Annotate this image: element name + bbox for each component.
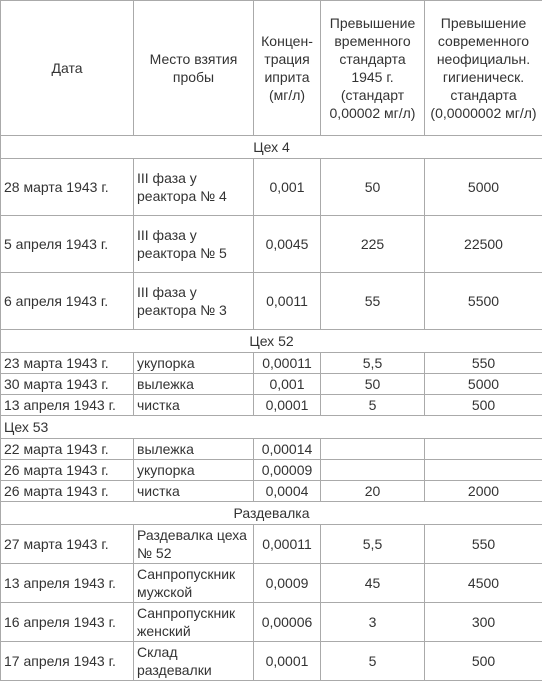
cell-concentration: 0,0001 <box>254 395 321 416</box>
cell-exceed-1945 <box>321 460 425 481</box>
table-row <box>1 481 542 502</box>
table-row <box>1 525 542 564</box>
cell-place: вылежка <box>134 374 254 395</box>
header-date: Дата <box>1 1 134 136</box>
table-row <box>1 159 542 216</box>
cell-place: III фаза у реактора № 3 <box>134 273 254 330</box>
cell-exceed-1945: 5,5 <box>321 525 425 564</box>
cell-exceed-1945: 55 <box>321 273 425 330</box>
cell-exceed-modern: 4500 <box>425 564 542 603</box>
cell-date: 6 апреля 1943 г. <box>1 273 134 330</box>
cell-place: чистка <box>134 395 254 416</box>
cell-concentration: 0,0009 <box>254 564 321 603</box>
table-row <box>1 395 542 416</box>
section-title: Цех 53 <box>1 416 542 439</box>
section-row <box>1 330 542 353</box>
cell-place: Санпропускник мужской <box>134 564 254 603</box>
cell-date: 16 апреля 1943 г. <box>1 603 134 642</box>
cell-exceed-1945: 225 <box>321 216 425 273</box>
cell-date: 30 марта 1943 г. <box>1 374 134 395</box>
table-row <box>1 642 542 681</box>
cell-exceed-modern: 500 <box>425 395 542 416</box>
cell-concentration: 0,00014 <box>254 439 321 460</box>
table-row <box>1 353 542 374</box>
cell-concentration: 0,0001 <box>254 642 321 681</box>
cell-exceed-1945: 50 <box>321 159 425 216</box>
cell-exceed-modern <box>425 460 542 481</box>
cell-exceed-modern: 550 <box>425 353 542 374</box>
cell-exceed-1945: 50 <box>321 374 425 395</box>
cell-exceed-modern: 5500 <box>425 273 542 330</box>
cell-concentration: 0,00011 <box>254 353 321 374</box>
header-place: Место взятия пробы <box>134 1 254 136</box>
section-row <box>1 502 542 525</box>
cell-date: 26 марта 1943 г. <box>1 460 134 481</box>
cell-exceed-modern: 2000 <box>425 481 542 502</box>
cell-date: 22 марта 1943 г. <box>1 439 134 460</box>
cell-exceed-modern <box>425 439 542 460</box>
cell-concentration: 0,0004 <box>254 481 321 502</box>
cell-concentration: 0,001 <box>254 374 321 395</box>
cell-exceed-modern: 22500 <box>425 216 542 273</box>
cell-place: III фаза у реактора № 4 <box>134 159 254 216</box>
table-row <box>1 374 542 395</box>
cell-exceed-1945: 5 <box>321 642 425 681</box>
cell-exceed-modern: 5000 <box>425 374 542 395</box>
header-exceed-modern: Превышение современного неофициальн. гигиеническ. стандарта (0,0000002 мг/л) <box>425 1 542 136</box>
cell-concentration: 0,00006 <box>254 603 321 642</box>
section-title: Раздевалка <box>1 502 542 525</box>
cell-place: чистка <box>134 481 254 502</box>
cell-exceed-1945: 45 <box>321 564 425 603</box>
cell-exceed-1945: 20 <box>321 481 425 502</box>
cell-exceed-modern: 5000 <box>425 159 542 216</box>
cell-date: 17 апреля 1943 г. <box>1 642 134 681</box>
section-title: Цех 4 <box>1 136 542 159</box>
cell-place: укупорка <box>134 460 254 481</box>
cell-place: Склад раздевалки <box>134 642 254 681</box>
table-row <box>1 564 542 603</box>
cell-concentration: 0,00011 <box>254 525 321 564</box>
table-row <box>1 460 542 481</box>
table-row <box>1 439 542 460</box>
table-row <box>1 216 542 273</box>
cell-concentration: 0,0045 <box>254 216 321 273</box>
header-exceed-1945: Превышение временного стандарта 1945 г. (стандарт 0,00002 мг/л) <box>321 1 425 136</box>
cell-exceed-1945: 5 <box>321 395 425 416</box>
cell-place: Раздевалка цеха № 52 <box>134 525 254 564</box>
section-title: Цех 52 <box>1 330 542 353</box>
cell-concentration: 0,0011 <box>254 273 321 330</box>
cell-exceed-1945: 5,5 <box>321 353 425 374</box>
cell-date: 26 марта 1943 г. <box>1 481 134 502</box>
cell-place: Санпропускник женский <box>134 603 254 642</box>
cell-place: укупорка <box>134 353 254 374</box>
header-row <box>1 1 542 136</box>
cell-exceed-modern: 550 <box>425 525 542 564</box>
cell-exceed-1945 <box>321 439 425 460</box>
section-row <box>1 416 542 439</box>
table-row <box>1 273 542 330</box>
cell-date: 23 марта 1943 г. <box>1 353 134 374</box>
table-row <box>1 603 542 642</box>
cell-date: 13 апреля 1943 г. <box>1 564 134 603</box>
header-concentration: Концен-трация иприта (мг/л) <box>254 1 321 136</box>
cell-exceed-modern: 500 <box>425 642 542 681</box>
cell-place: III фаза у реактора № 5 <box>134 216 254 273</box>
cell-concentration: 0,00009 <box>254 460 321 481</box>
cell-exceed-modern: 300 <box>425 603 542 642</box>
cell-exceed-1945: 3 <box>321 603 425 642</box>
cell-place: вылежка <box>134 439 254 460</box>
cell-date: 27 марта 1943 г. <box>1 525 134 564</box>
table-body <box>1 136 542 681</box>
cell-date: 28 марта 1943 г. <box>1 159 134 216</box>
section-row <box>1 136 542 159</box>
cell-date: 13 апреля 1943 г. <box>1 395 134 416</box>
cell-concentration: 0,001 <box>254 159 321 216</box>
cell-date: 5 апреля 1943 г. <box>1 216 134 273</box>
